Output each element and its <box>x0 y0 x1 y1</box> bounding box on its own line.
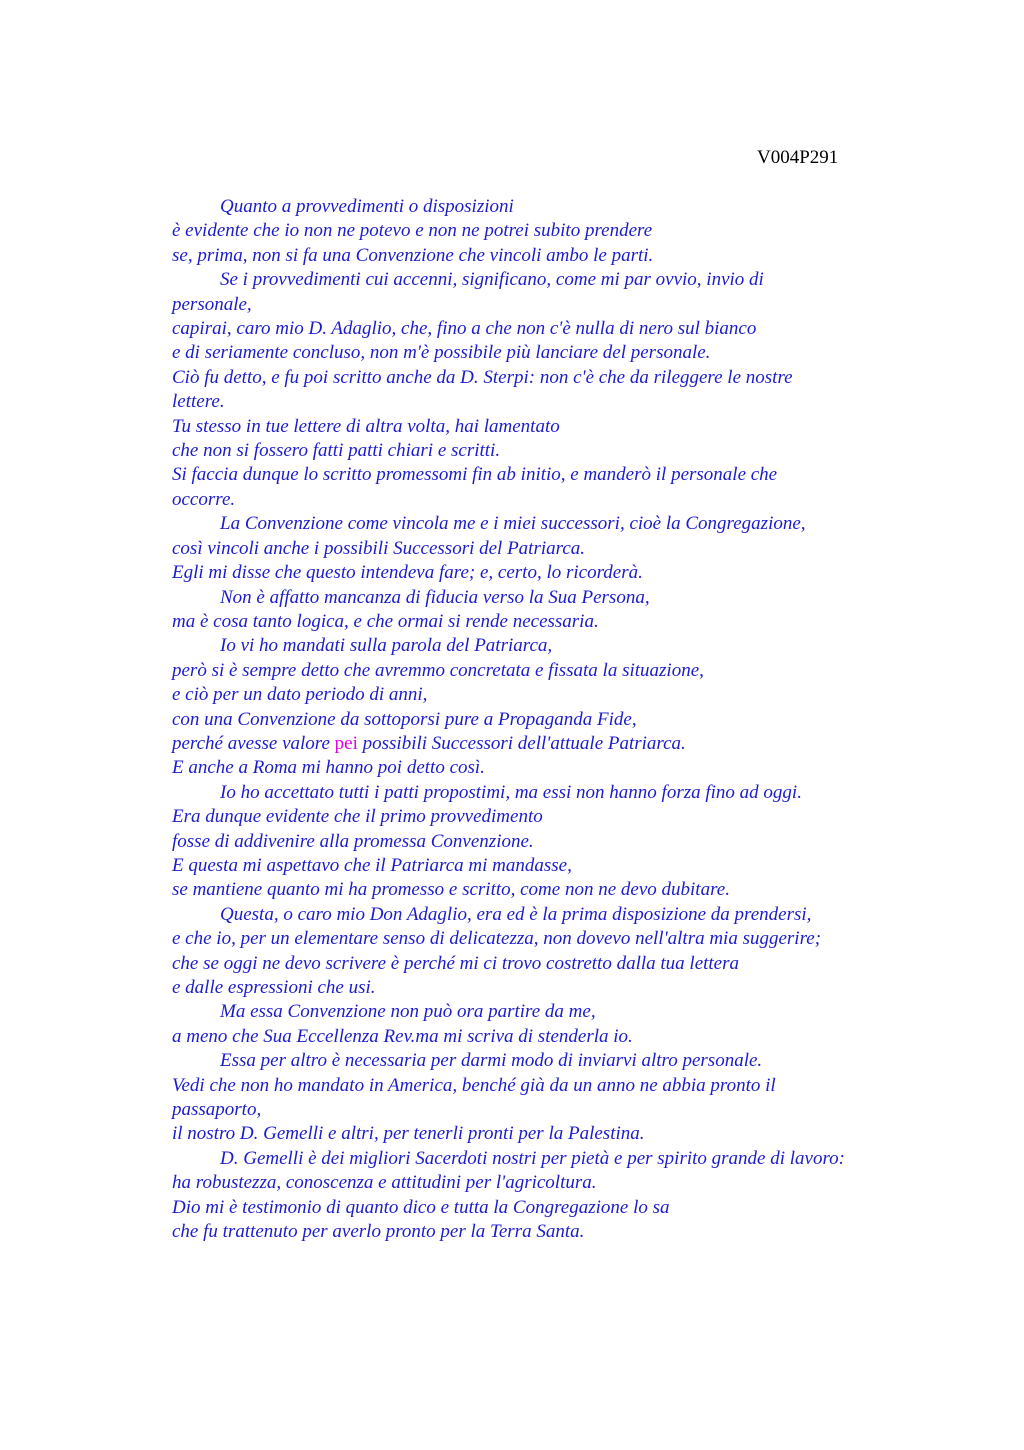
text-line: così vincoli anche i possibili Successori del Patriarca. <box>172 537 586 559</box>
highlighted-word: pei <box>334 732 358 754</box>
text-line: passaporto, <box>172 1099 262 1121</box>
letter-body <box>172 195 912 1244</box>
text-line: personale, <box>172 293 252 315</box>
text-line: che non si fossero fatti patti chiari e scritti. <box>172 440 501 462</box>
text-segment: perché avesse valore <box>172 732 335 754</box>
text-line: Dio mi è testimonio di quanto dico e tutta la Congregazione lo sa <box>172 1196 670 1218</box>
text-line: Io vi ho mandati sulla parola del Patriarca, <box>220 635 553 657</box>
text-line: Se i provvedimenti cui accenni, significano, come mi par ovvio, invio di <box>220 269 764 291</box>
text-line: Io ho accettato tutti i patti propostimi, ma essi non hanno forza fino ad oggi. <box>220 781 802 803</box>
text-line <box>172 732 912 756</box>
text-line: Quanto a provvedimenti o disposizioni <box>220 196 514 217</box>
text-line: Essa per altro è necessaria per darmi modo di inviarvi altro personale. <box>220 1050 763 1072</box>
text-line: che se oggi ne devo scrivere è perché mi ci trovo costretto dalla tua lettera <box>172 952 740 974</box>
text-line: E questa mi aspettavo che il Patriarca mi mandasse, <box>172 854 572 876</box>
text-line: e ciò per un dato periodo di anni, <box>172 684 428 706</box>
page-reference: V004P291 <box>757 147 839 168</box>
text-line: che fu trattenuto per averlo pronto per la Terra Santa. <box>172 1221 585 1243</box>
text-line: Non è affatto mancanza di fiducia verso la Sua Persona, <box>220 586 650 608</box>
text-line: e dalle espressioni che usi. <box>172 977 376 998</box>
text-line: Egli mi disse che questo intendeva fare; e, certo, lo ricorderà. <box>172 562 643 584</box>
text-line: ma è cosa tanto logica, e che ormai si rende necessaria. <box>172 610 599 632</box>
text-line: è evidente che io non ne potevo e non ne potrei subito prendere <box>172 220 653 242</box>
text-line: Si faccia dunque lo scritto promessomi fin ab initio, e manderò il personale che <box>172 464 778 486</box>
text-line: Era dunque evidente che il primo provvedimento <box>172 806 543 828</box>
text-line: e di seriamente concluso, non m'è possibile più lanciare del personale. <box>172 342 711 364</box>
text-line: però si è sempre detto che avremmo concretata e fissata la situazione, <box>172 659 704 681</box>
text-line: E anche a Roma mi hanno poi detto così. <box>172 757 485 779</box>
text-segment: possibili Successori dell'attuale Patriarca. <box>357 732 686 754</box>
text-line: e che io, per un elementare senso di delicatezza, non dovevo nell'altra mia suggerire; <box>172 928 822 950</box>
text-line: se, prima, non si fa una Convenzione che vincoli ambo le parti. <box>172 244 654 266</box>
text-line: Ma essa Convenzione non può ora partire da me, <box>220 1001 596 1023</box>
text-line: occorre. <box>172 488 236 510</box>
text-line: Vedi che non ho mandato in America, benché già da un anno ne abbia pronto il <box>172 1074 776 1096</box>
text-line: con una Convenzione da sottoporsi pure a Propaganda Fide, <box>172 708 637 730</box>
text-line: Questa, o caro mio Don Adaglio, era ed è la prima disposizione da prendersi, <box>220 903 812 925</box>
text-line: lettere. <box>172 391 225 413</box>
text-line: fosse di addivenire alla promessa Convenzione. <box>172 830 534 852</box>
text-line: a meno che Sua Eccellenza Rev.ma mi scriva di stenderla io. <box>172 1025 633 1047</box>
text-line: D. Gemelli è dei migliori Sacerdoti nostri per pietà e per spirito grande di lavoro: <box>220 1147 845 1169</box>
text-line: Tu stesso in tue lettere di altra volta, hai lamentato <box>172 415 560 437</box>
text-line: ha robustezza, conoscenza e attitudini per l'agricoltura. <box>172 1172 597 1194</box>
text-line: La Convenzione come vincola me e i miei successori, cioè la Congregazione, <box>220 513 806 535</box>
text-line: Ciò fu detto, e fu poi scritto anche da D. Sterpi: non c'è che da rileggere le nostre <box>172 366 793 388</box>
text-line: il nostro D. Gemelli e altri, per tenerli pronti per la Palestina. <box>172 1123 645 1145</box>
text-line: se mantiene quanto mi ha promesso e scritto, come non ne devo dubitare. <box>172 879 730 901</box>
text-line: capirai, caro mio D. Adaglio, che, fino a che non c'è nulla di nero sul bianco <box>172 318 757 340</box>
